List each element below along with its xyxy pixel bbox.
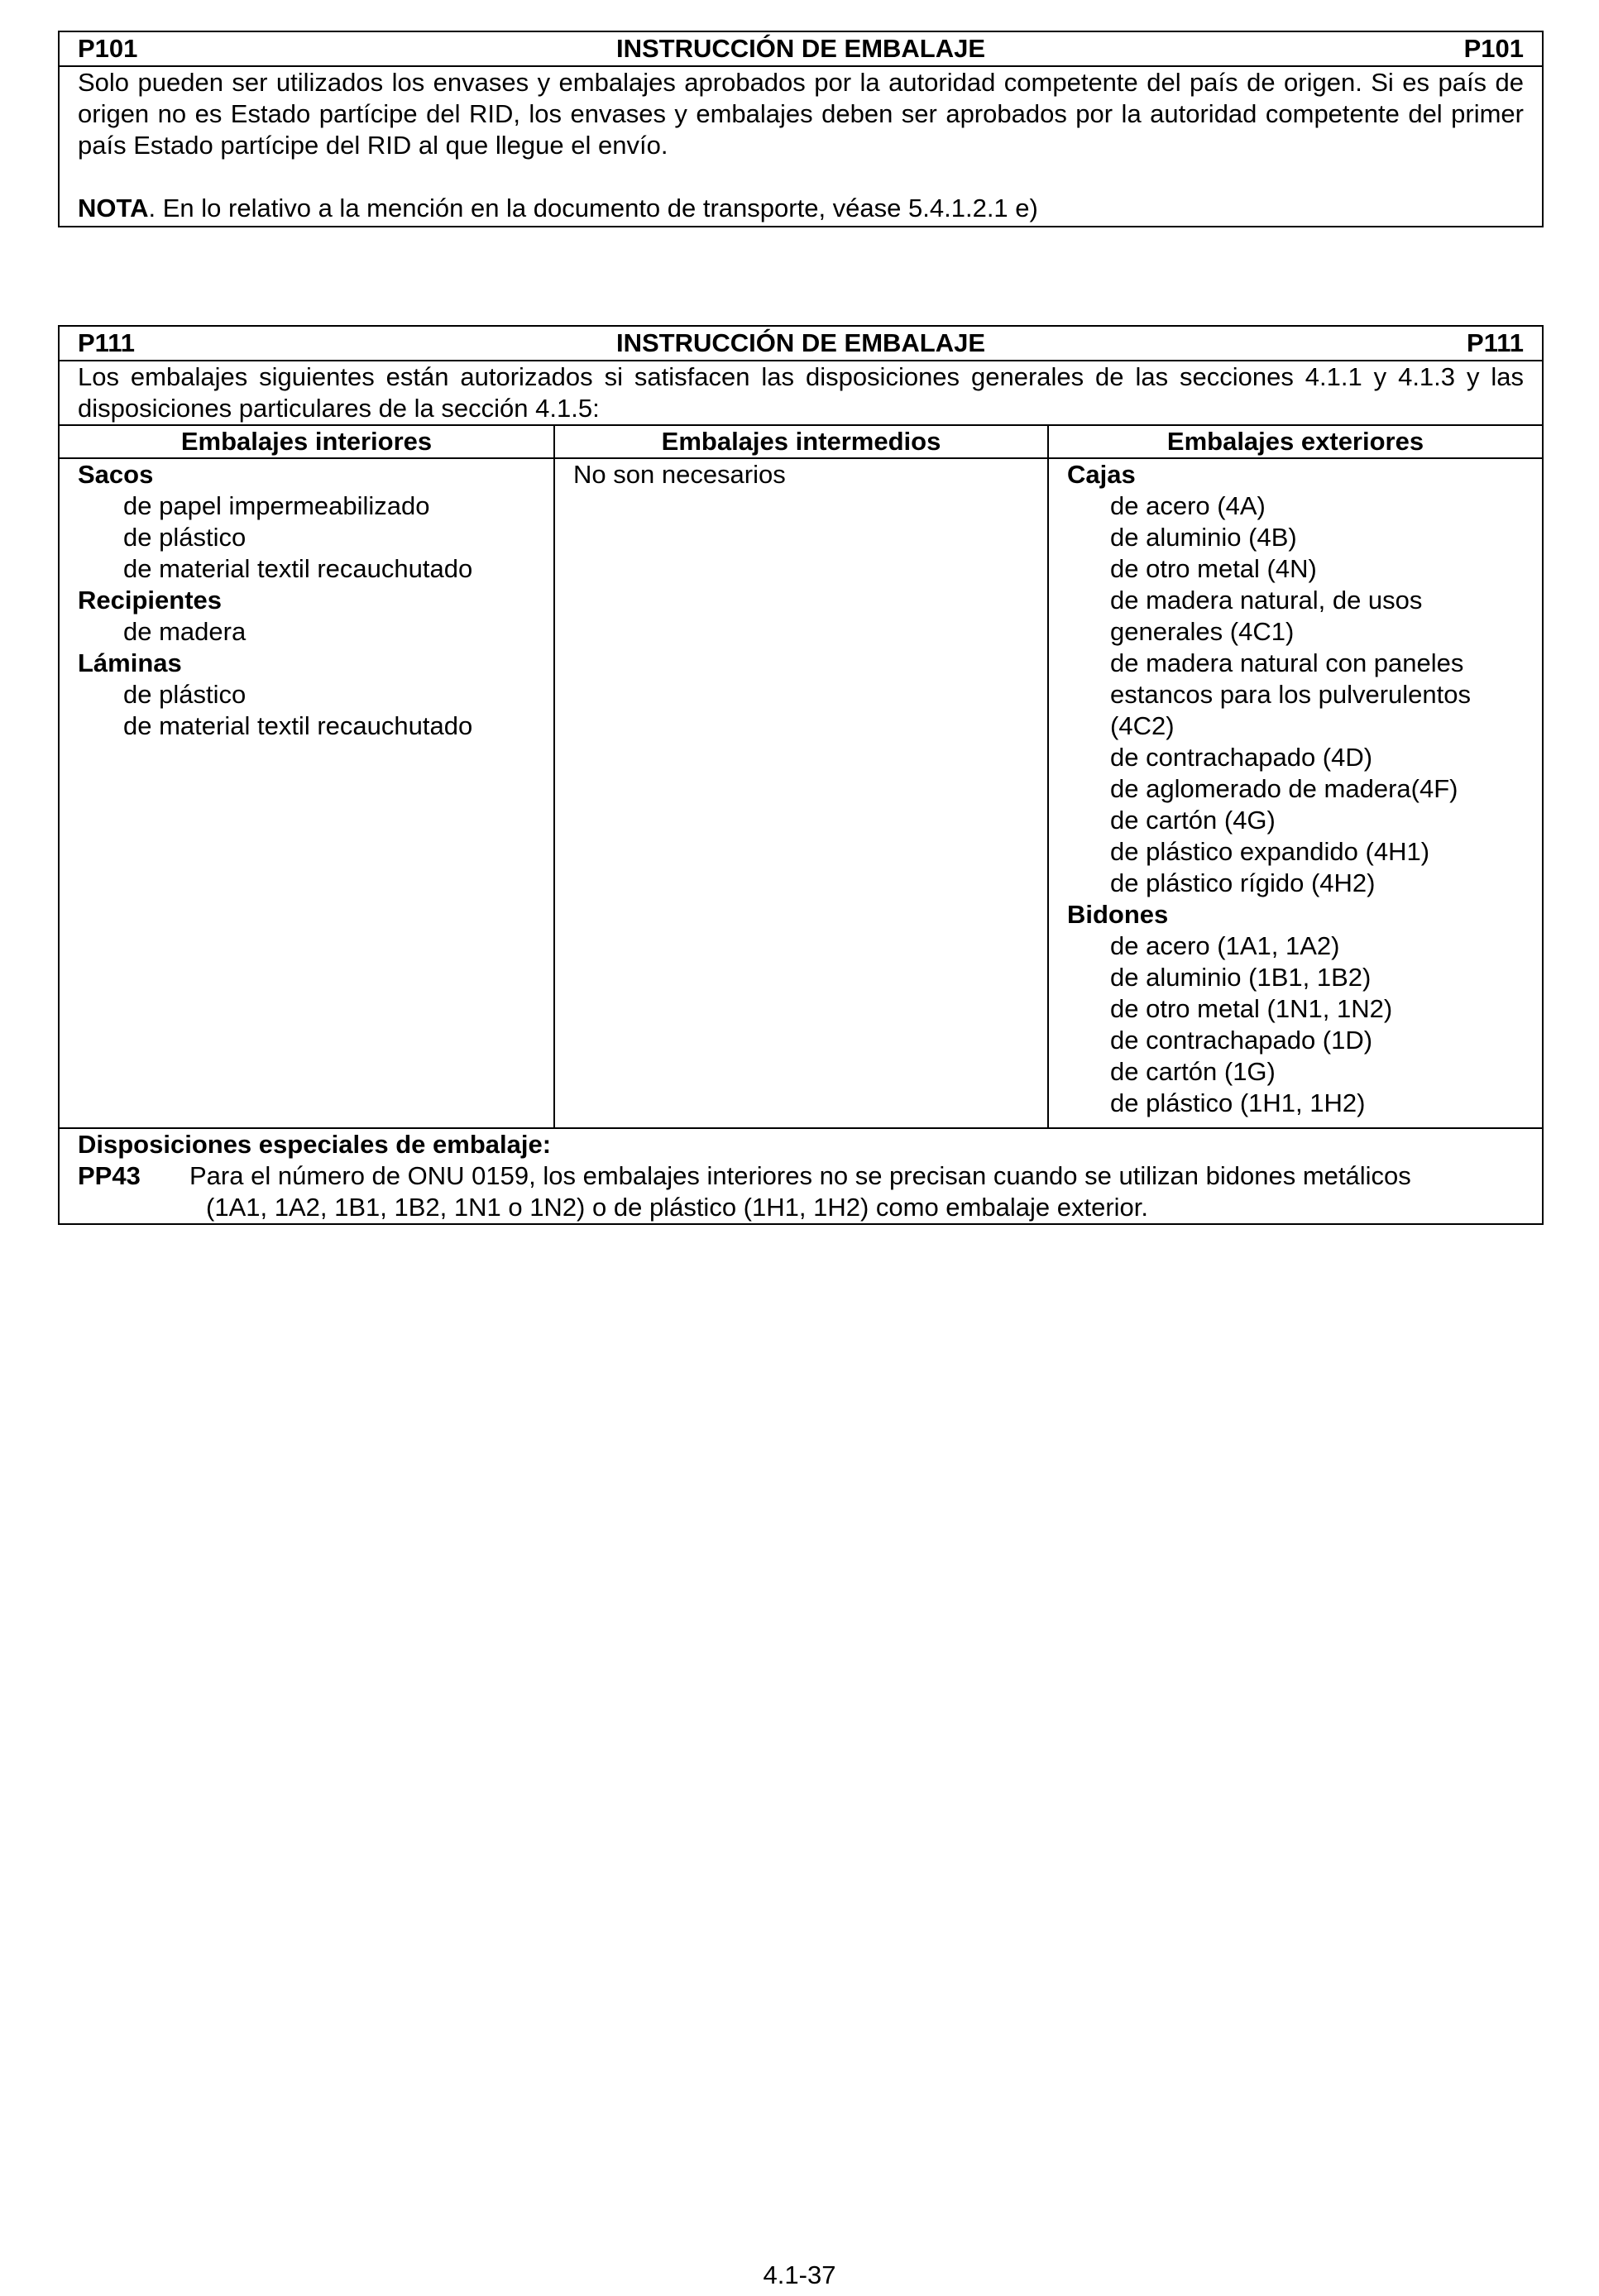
list-item: de otro metal (1N1, 1N2) <box>1110 994 1393 1023</box>
p111-columns <box>60 459 1542 1127</box>
header-outer-packaging: Embalajes exteriores <box>1047 426 1542 457</box>
p101-header <box>60 32 1542 67</box>
p101-note <box>78 193 1524 224</box>
p101-note-label: NOTA <box>78 194 149 222</box>
group-title: Recipientes <box>78 586 223 615</box>
pp-text-line2: (1A1, 1A2, 1B1, 1B2, 1N1 o 1N2) o de plástico (1H1, 1H2) como embalaje exterior. <box>206 1193 1148 1222</box>
group-title: Sacos <box>78 460 154 489</box>
list-item: de plástico expandido (4H1) <box>1110 837 1430 866</box>
p101-code-right: P101 <box>1463 34 1524 63</box>
p111-title: INSTRUCCIÓN DE EMBALAJE <box>615 328 986 357</box>
intermediate-packaging-column <box>553 459 1047 1127</box>
page-number: 4.1-37 <box>763 2260 836 2289</box>
intermediate-text: No son necesarios <box>573 460 786 489</box>
group-title: Cajas <box>1067 460 1136 489</box>
p111-code-right: P111 <box>1467 328 1524 357</box>
p111-column-headers <box>60 424 1542 459</box>
list-item: de madera natural, de usos generales (4C1) <box>1110 586 1423 646</box>
list-item: de aglomerado de madera(4F) <box>1110 774 1458 803</box>
p101-box <box>58 31 1544 227</box>
p111-box <box>58 325 1544 1225</box>
p101-title: INSTRUCCIÓN DE EMBALAJE <box>615 34 986 63</box>
list-item: de material textil recauchutado <box>123 554 473 583</box>
list-item: de madera natural con paneles estancos para los pulverulentos (4C2) <box>1110 648 1471 740</box>
list-item: de plástico <box>123 523 247 552</box>
list-item: de otro metal (4N) <box>1110 554 1317 583</box>
list-item: de aluminio (4B) <box>1110 523 1297 552</box>
list-item: de plástico <box>123 680 247 709</box>
list-item: de aluminio (1B1, 1B2) <box>1110 963 1372 992</box>
header-intermediate-packaging: Embalajes intermedios <box>553 426 1047 457</box>
list-item: de madera <box>123 617 247 646</box>
outer-packaging-column <box>1047 459 1542 1127</box>
list-item: de contrachapado (1D) <box>1110 1026 1373 1055</box>
list-item: de plástico rígido (4H2) <box>1110 868 1376 897</box>
p101-paragraph: Solo pueden ser utilizados los envases y embalajes aprobados por la autoridad competente del país de origen. Si es país de origen no es Estado partícipe del RID, los envases y embalajes deben ser aprobados por la autoridad competente del primer país Estado partícipe del RID al que llegue el envío. <box>78 68 1524 160</box>
list-item: de cartón (1G) <box>1110 1057 1276 1086</box>
p101-note-text: . En lo relativo a la mención en la documento de transporte, véase 5.4.1.2.1 e) <box>148 194 1038 222</box>
list-item: de acero (4A) <box>1110 491 1266 520</box>
group-title: Bidones <box>1067 900 1169 929</box>
p111-code-left: P111 <box>78 328 135 357</box>
pp-text-line1: Para el número de ONU 0159, los embalajes interiores no se precisan cuando se utilizan bidones metálicos <box>189 1161 1411 1190</box>
list-item: de material textil recauchutado <box>123 711 473 740</box>
header-inner-packaging: Embalajes interiores <box>180 427 433 456</box>
list-item: de acero (1A1, 1A2) <box>1110 931 1340 960</box>
group-title: Láminas <box>78 648 182 677</box>
list-item: de contrachapado (4D) <box>1110 743 1373 772</box>
list-item: de cartón (4G) <box>1110 806 1276 835</box>
p101-body <box>60 67 1542 226</box>
special-provisions <box>60 1127 1542 1223</box>
pp-code: PP43 <box>78 1161 141 1190</box>
special-provisions-title: Disposiciones especiales de embalaje: <box>78 1130 552 1159</box>
p111-header <box>60 327 1542 361</box>
pp43-row <box>78 1160 1524 1223</box>
p101-code-left: P101 <box>78 34 138 63</box>
inner-packaging-column <box>60 459 553 1127</box>
list-item: de papel impermeabilizado <box>123 491 430 520</box>
p111-intro: Los embalajes siguientes están autorizados si satisfacen las disposiciones generales de las secciones 4.1.1 y 4.1.3 y las disposiciones particulares de la sección 4.1.5: <box>78 362 1524 423</box>
pp-text <box>189 1160 1524 1223</box>
list-item: de plástico (1H1, 1H2) <box>1110 1088 1366 1117</box>
